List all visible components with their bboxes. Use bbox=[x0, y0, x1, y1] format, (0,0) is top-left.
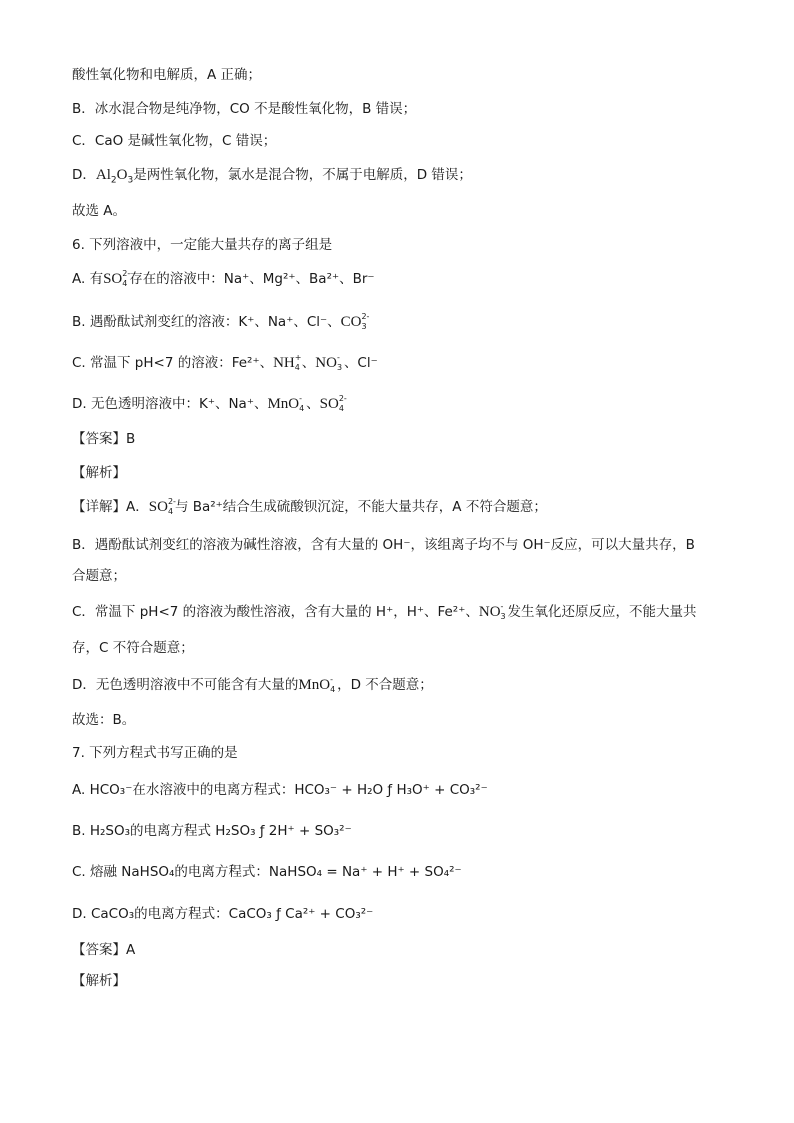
text-line: 酸性氧化物和电解质，A 正确； bbox=[72, 67, 262, 83]
option-d: D. CaCO₃的电离方程式：CaCO₃ ƒ Ca²⁺ + CO₃²⁻ bbox=[72, 906, 374, 922]
explanation-line: 存，C 不符合题意； bbox=[72, 640, 194, 656]
option-c: C. 常温下 pH<7 的溶液：Fe²⁺、NH + 4 、NO - 3 、Cl⁻ bbox=[72, 353, 378, 372]
option-d: D. 无色透明溶液中：K⁺、Na⁺、MnO - 4 、SO 2- 4 bbox=[72, 394, 347, 413]
explanation-line: 故选：B。 bbox=[72, 712, 136, 728]
analysis-label: 【解析】 bbox=[72, 465, 126, 481]
text-line: D．$Al_2O_3$是两性氧化物，氯水是混合物，不属于电解质，D 错误； bbox=[72, 167, 472, 186]
text-line: 故选 A。 bbox=[72, 203, 127, 219]
explanation-line: D．无色透明溶液中不可能含有大量的MnO - 4 ，D 不合题意； bbox=[72, 675, 433, 694]
explanation-line: B．遇酚酞试剂变红的溶液为碱性溶液，含有大量的 OH⁻，该组离子均不与 OH⁻反应，可以大量共存，B bbox=[72, 537, 695, 553]
option-a: A. HCO₃⁻在水溶液中的电离方程式：HCO₃⁻ + H₂O ƒ H₃O⁺ + CO₃²⁻ bbox=[72, 782, 488, 798]
explanation-line: C．常温下 pH<7 的溶液为酸性溶液，含有大量的 H⁺，H⁺、Fe²⁺、NO - 3 发生氧化还原反应，不能大量共 bbox=[72, 602, 697, 621]
option-c: C. 熔融 NaHSO₄的电离方程式：NaHSO₄ = Na⁺ + H⁺ + SO₄²⁻ bbox=[72, 864, 462, 880]
answer-label: 【答案】B bbox=[72, 431, 136, 447]
option-a: A. 有SO 2- 4 存在的溶液中：Na⁺、Mg²⁺、Ba²⁺、Br⁻ bbox=[72, 269, 375, 288]
answer-label: 【答案】A bbox=[72, 942, 136, 958]
explanation-line: 【详解】A．SO 2- 4 与 Ba²⁺结合生成硫酸钡沉淀，不能大量共存，A 不符合题意； bbox=[72, 497, 547, 516]
option-b: B. H₂SO₃的电离方程式 H₂SO₃ ƒ 2H⁺ + SO₃²⁻ bbox=[72, 823, 352, 839]
question-title: 7. 下列方程式书写正确的是 bbox=[72, 745, 238, 761]
text-line: C．CaO 是碱性氧化物，C 错误； bbox=[72, 133, 277, 149]
analysis-label: 【解析】 bbox=[72, 973, 126, 989]
text-line: B．冰水混合物是纯净物，CO 不是酸性氧化物，B 错误； bbox=[72, 101, 417, 117]
question-title: 6. 下列溶液中，一定能大量共存的离子组是 bbox=[72, 237, 333, 253]
explanation-line: 合题意； bbox=[72, 568, 126, 584]
option-b: B. 遇酚酞试剂变红的溶液：K⁺、Na⁺、Cl⁻、CO 2- 3 bbox=[72, 312, 370, 331]
